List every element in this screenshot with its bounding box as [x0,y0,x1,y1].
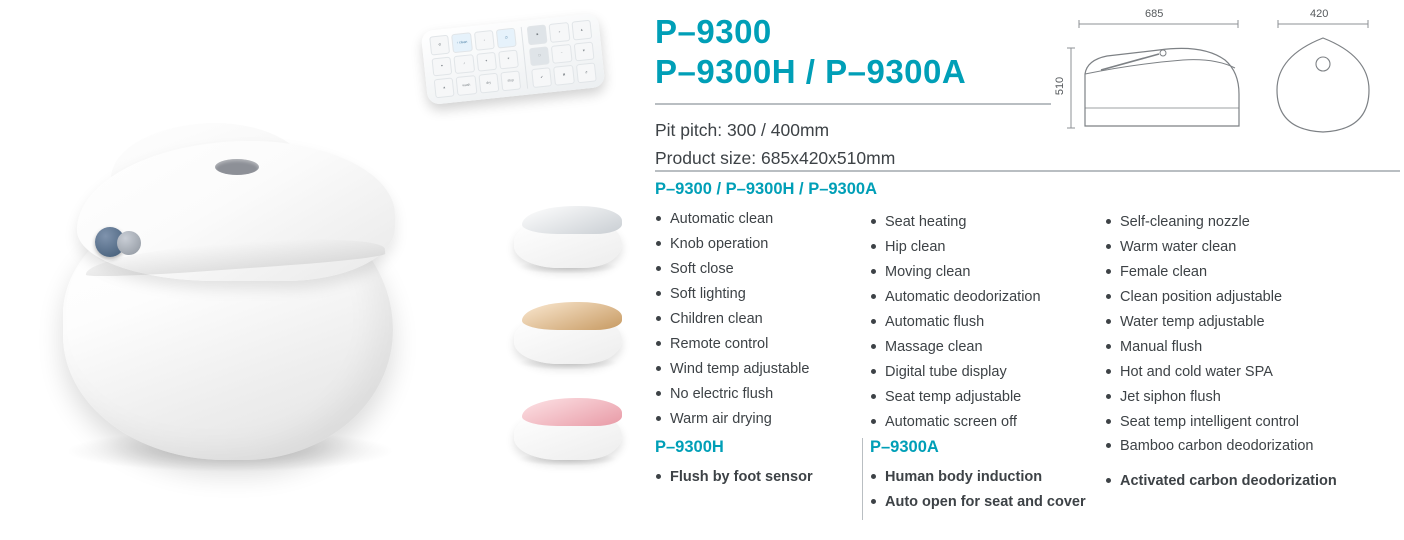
remote-control-image [421,13,606,105]
remote-button: ⏻ [496,28,517,49]
remote-button: ↑ clean [451,32,472,53]
features-main-heading: P–9300 / P–9300H / P–9300A [655,180,878,198]
dimension-svg [1063,8,1393,153]
feature-item: Manual flush [1105,335,1400,360]
remote-button: ↺ [576,63,597,84]
dimension-label-width: 685 [1145,8,1164,20]
feature-list-2 [870,210,1095,434]
dimension-label-depth: 420 [1310,8,1329,20]
variant-a-block [870,438,1100,515]
remote-button: ▼ [573,41,594,62]
feature-item: Auto open for seat and cover [870,490,1100,515]
feature-item: Soft lighting [655,282,870,307]
pit-pitch-text: Pit pitch: 300 / 400mm [655,119,830,140]
remote-button: ▲ [434,78,455,99]
feature-item: Moving clean [870,260,1095,285]
feature-item: Hip clean [870,235,1095,260]
title-block [655,12,1055,172]
variant-gold [510,292,628,366]
remote-button: ● [431,56,452,77]
remote-button: wash [456,75,477,96]
remote-button: ✖ [554,65,575,86]
feature-item: Seat temp intelligent control [1105,410,1400,435]
remote-button: − [551,44,572,65]
section-divider [655,170,1400,172]
feature-item: Bamboo carbon deodorization [1105,434,1400,459]
variant-silver [510,196,628,270]
feature-list-1 [655,207,870,431]
remote-button: ▲ [571,20,592,41]
feature-item: Water temp adjustable [1105,310,1400,335]
feature-item: Wind temp adjustable [655,357,870,382]
feature-item: Automatic clean [655,207,870,232]
spec-panel [655,0,1400,540]
feature-item: No electric flush [655,382,870,407]
variant-h-block [655,438,860,490]
feature-item: Flush by foot sensor [655,465,860,490]
feature-item: Self-cleaning nozzle [1105,210,1400,235]
feature-item: Female clean [1105,260,1400,285]
feature-item: Automatic screen off [870,410,1095,435]
feature-list-3 [1105,210,1400,459]
remote-button: ■ [527,24,548,45]
model-name-secondary: P–9300H / P–9300A [655,53,967,91]
feature-item: Hot and cold water SPA [1105,360,1400,385]
remote-right-keypad [521,20,597,89]
feature-item: Human body induction [870,465,1100,490]
remote-button: ↓ [474,30,495,51]
product-size-text: Product size: 685x420x510mm [655,147,896,168]
feature-column-2 [870,180,1095,434]
variant-lid [522,302,622,330]
variant-h-list [655,465,860,490]
feature-item: Automatic deodorization [870,285,1095,310]
feature-item: Clean position adjustable [1105,285,1400,310]
remote-button: □ [529,46,550,67]
model-name-primary: P–9300 [655,13,772,50]
feature-item: Soft close [655,257,870,282]
remote-button: ✔ [531,67,552,88]
feature-item: Seat temp adjustable [870,385,1095,410]
title-divider [655,103,1051,105]
feature-item: Warm water clean [1105,235,1400,260]
feature-item: Jet siphon flush [1105,385,1400,410]
feature-item: Knob operation [655,232,870,257]
feature-item: Seat heating [870,210,1095,235]
dimension-drawings [1054,8,1393,153]
extra-feature-block [1105,469,1400,494]
remote-button: ⚙ [429,35,450,56]
remote-button: ✶ [498,49,519,70]
remote-button: + [549,22,570,43]
variant-lid [522,398,622,426]
feature-item: Warm air drying [655,407,870,432]
remote-button: dry [478,73,499,94]
feature-item: Children clean [655,307,870,332]
feature-item: Activated carbon deodorization [1105,469,1400,494]
feature-column-1 [655,180,878,431]
remote-button: stop [500,71,521,92]
variant-rose [510,388,628,462]
remote-button: ✦ [476,51,497,72]
feature-item: Massage clean [870,335,1095,360]
remote-left-keypad [429,28,521,99]
sensor-icon [215,159,259,175]
variant-a-heading: P–9300A [870,438,939,456]
variant-a-list [870,465,1100,515]
variant-lid [522,206,622,234]
feature-item: Digital tube display [870,360,1095,385]
variant-h-heading: P–9300H [655,438,724,456]
color-variant-thumbnails [510,196,635,462]
secondary-knob-icon [117,231,141,255]
remote-button: ♪ [454,54,475,75]
dimension-label-height: 510 [1054,76,1067,96]
feature-item: Remote control [655,332,870,357]
variant-divider [862,438,863,520]
feature-item: Automatic flush [870,310,1095,335]
extra-feature-list [1105,469,1400,494]
feature-column-3 [1105,180,1400,459]
main-product-image [55,75,425,475]
product-image-area [0,0,640,540]
